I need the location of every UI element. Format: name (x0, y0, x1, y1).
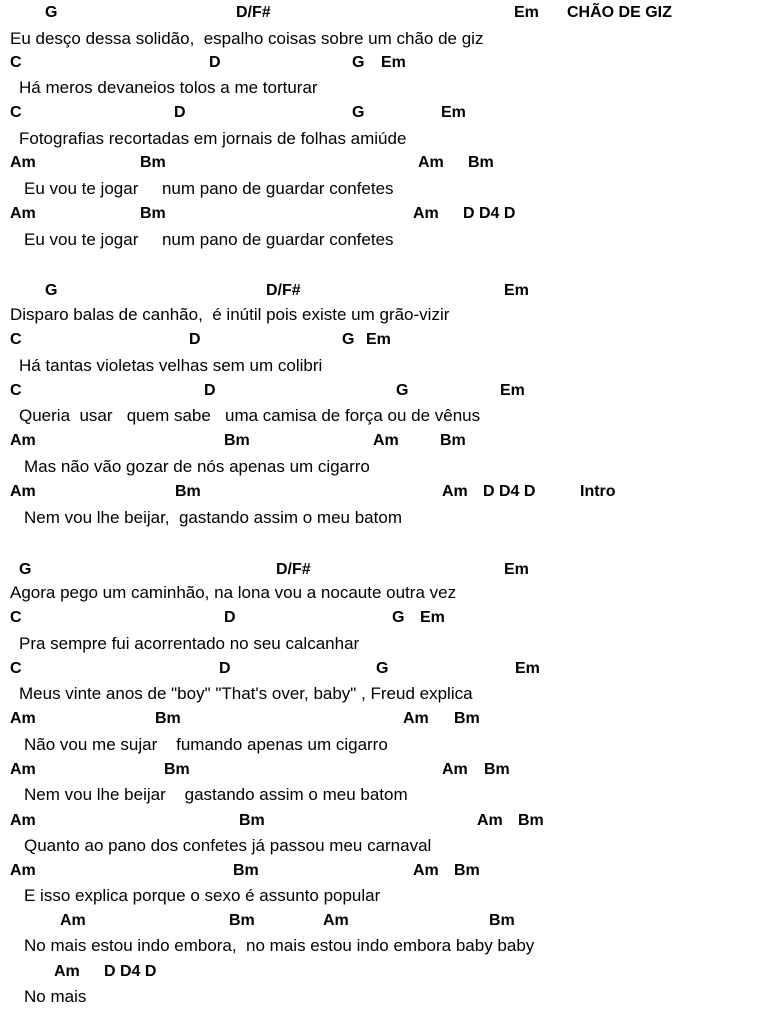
chord-line (0, 810, 768, 832)
chord: D D4 D (104, 963, 157, 980)
chord: Em (515, 660, 540, 677)
chord: Bm (239, 812, 265, 829)
chord-line (0, 52, 768, 74)
lyric-line (0, 582, 768, 604)
chord: G (19, 561, 32, 578)
lyric-line (0, 128, 768, 150)
chord-line (0, 380, 768, 402)
lyric-text: Eu vou te jogar num pano de guardar confetes (24, 179, 394, 198)
chord-line (0, 559, 768, 581)
chord: G (45, 4, 58, 21)
chord: D (219, 660, 231, 677)
chord-line (0, 102, 768, 124)
chord: Am (60, 912, 86, 929)
chord-line (0, 280, 768, 302)
lyric-text: Eu desço dessa solidão, espalho coisas sobre um chão de giz (10, 29, 484, 48)
chord: Am (442, 761, 468, 778)
chord: D (189, 331, 201, 348)
chord: Bm (164, 761, 190, 778)
lyric-line (0, 885, 768, 907)
chord-line (0, 329, 768, 351)
chord-line (0, 658, 768, 680)
chord: Am (373, 432, 399, 449)
chord: Em (500, 382, 525, 399)
lyric-text: E isso explica porque o sexo é assunto popular (24, 886, 381, 905)
lyric-line (0, 405, 768, 427)
chord: D D4 D (463, 205, 516, 222)
lyric-line (0, 784, 768, 806)
chord: Am (413, 205, 439, 222)
chord: Bm (454, 710, 480, 727)
chord: D/F# (276, 561, 311, 578)
chord: Em (504, 561, 529, 578)
chord-line (0, 607, 768, 629)
lyric-text: Eu vou te jogar num pano de guardar confetes (24, 230, 394, 249)
lyric-line (0, 986, 768, 1008)
chord: G (376, 660, 389, 677)
chord: G (45, 282, 58, 299)
chord: C (10, 660, 22, 677)
chord: Bm (484, 761, 510, 778)
chord: C (10, 609, 22, 626)
chord: Em (420, 609, 445, 626)
chord: D D4 D (483, 483, 536, 500)
chord: C (10, 104, 22, 121)
chord: Am (10, 812, 36, 829)
lyric-text: Nem vou lhe beijar, gastando assim o meu batom (24, 508, 402, 527)
chord: Bm (140, 205, 166, 222)
lyric-text: Quanto ao pano dos confetes já passou meu carnaval (24, 836, 432, 855)
lyric-line (0, 355, 768, 377)
lyric-line (0, 229, 768, 251)
chord-line (0, 708, 768, 730)
lyric-text: Fotografias recortadas em jornais de folhas amiúde (19, 129, 407, 148)
lyric-line (0, 683, 768, 705)
lyric-text: Nem vou lhe beijar gastando assim o meu batom (24, 785, 408, 804)
lyric-line (0, 28, 768, 50)
chord: Am (10, 862, 36, 879)
chord: D (204, 382, 216, 399)
lyric-line (0, 734, 768, 756)
lyric-text: No mais (24, 987, 87, 1006)
chord: Em (504, 282, 529, 299)
chord: G (352, 104, 365, 121)
song-title: CHÃO DE GIZ (567, 4, 672, 21)
lyric-line (0, 456, 768, 478)
chord: C (10, 54, 22, 71)
chord: D (209, 54, 221, 71)
lyric-text: Agora pego um caminhão, na lona vou a nocaute outra vez (10, 583, 457, 602)
chord: Bm (468, 154, 494, 171)
chord-line (0, 152, 768, 174)
chord: Am (442, 483, 468, 500)
chord-line (0, 860, 768, 882)
chord: Am (403, 710, 429, 727)
chord: Bm (140, 154, 166, 171)
lyric-text: Queria usar quem sabe uma camisa de força ou de vênus (19, 406, 481, 425)
chord: G (352, 54, 365, 71)
chord: G (396, 382, 409, 399)
chord: Bm (175, 483, 201, 500)
chord: Am (10, 761, 36, 778)
chord: C (10, 331, 22, 348)
chord: C (10, 382, 22, 399)
chord: Bm (224, 432, 250, 449)
chord: Bm (229, 912, 255, 929)
chord-line (0, 203, 768, 225)
chord: D (224, 609, 236, 626)
chord: D/F# (266, 282, 301, 299)
chord-line (0, 759, 768, 781)
lyric-text: Disparo balas de canhão, é inútil pois existe um grão-vizir (10, 305, 450, 324)
lyric-text: Mas não vão gozar de nós apenas um cigarro (24, 457, 370, 476)
lyric-text: Não vou me sujar fumando apenas um cigarro (24, 735, 388, 754)
chord: Am (10, 432, 36, 449)
chord: G (342, 331, 355, 348)
chord: Am (413, 862, 439, 879)
chord: Em (441, 104, 466, 121)
chord-line (0, 481, 768, 503)
chord: Am (10, 710, 36, 727)
lyric-text: Há tantas violetas velhas sem um colibri (19, 356, 323, 375)
chord: Bm (454, 862, 480, 879)
lyric-line (0, 935, 768, 957)
chord: Em (381, 54, 406, 71)
chord: Am (418, 154, 444, 171)
chord-line (0, 2, 768, 24)
chord: D/F# (236, 4, 271, 21)
lyric-line (0, 304, 768, 326)
lyric-line (0, 178, 768, 200)
section-marker: Intro (580, 483, 616, 500)
chord: Am (10, 483, 36, 500)
lyric-line (0, 77, 768, 99)
chord: Am (477, 812, 503, 829)
chord: Bm (440, 432, 466, 449)
lyric-line (0, 507, 768, 529)
chord: Bm (489, 912, 515, 929)
lyric-text: Há meros devaneios tolos a me torturar (19, 78, 318, 97)
lyric-text: Meus vinte anos de "boy" "That's over, baby" , Freud explica (19, 684, 473, 703)
chord: D (174, 104, 186, 121)
chord: Am (10, 205, 36, 222)
chord-line (0, 910, 768, 932)
lyric-text: Pra sempre fui acorrentado no seu calcanhar (19, 634, 360, 653)
chord: Am (54, 963, 80, 980)
chord: Am (10, 154, 36, 171)
lyric-line (0, 835, 768, 857)
chord: Em (366, 331, 391, 348)
chord: Em (514, 4, 539, 21)
chord: Bm (233, 862, 259, 879)
chord: Bm (518, 812, 544, 829)
lyric-text: No mais estou indo embora, no mais estou indo embora baby baby (24, 936, 535, 955)
chord: Bm (155, 710, 181, 727)
chord: G (392, 609, 405, 626)
chord: Am (323, 912, 349, 929)
chord-line (0, 961, 768, 983)
chord-line (0, 430, 768, 452)
lyric-line (0, 633, 768, 655)
